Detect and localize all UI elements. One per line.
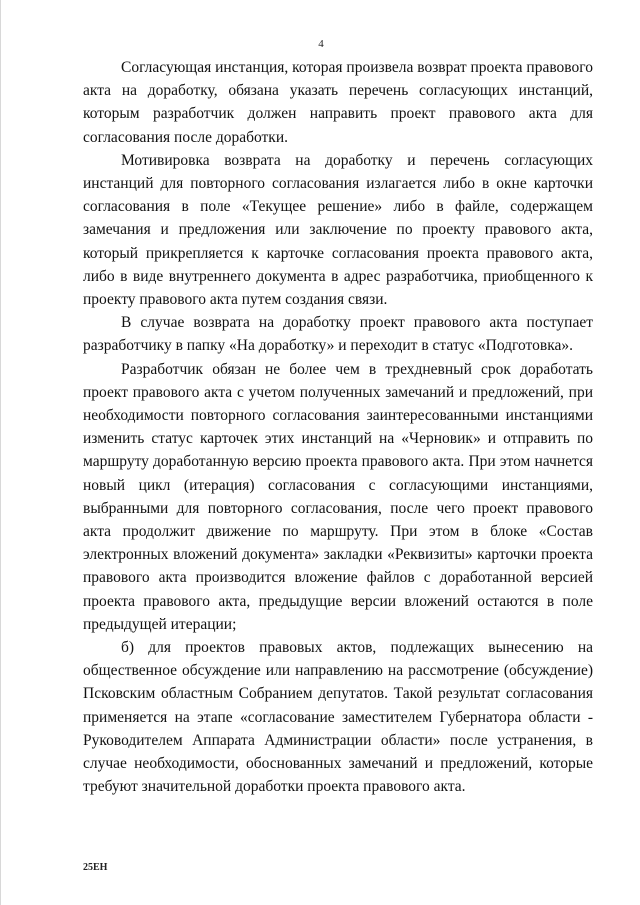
page-number: 4	[318, 38, 324, 50]
paragraph-return-motivation: Мотивировка возврата на доработку и перечень согласующих инстанций для повторного согласования излагается либо в окне карточки согласования в поле «Текущее решение» либо в файле, содержащем замечания и предложения или заключение по проекту правового акта, который прикрепляется к карточке согласования проекта правового акта, либо в виде внутреннего документа в адрес разработчика, приобщенного к проекту правового акта путем создания связи.	[83, 151, 593, 309]
paragraph-return-status: В случае возврата на доработку проект правового акта поступает разработчику в папку «На доработку» и переходит в статус «Подготовка».	[83, 314, 593, 355]
document-body	[83, 56, 593, 799]
paragraph-developer-obligation: Разработчик обязан не более чем в трехдневный срок доработать проект правового акта с учетом полученных замечаний и предложений, при необходимости повторного согласования заинтересованными инстанциями изменить статус карточек этих инстанций на «Черновик» и отправить по маршруту доработанную версию проекта правового акта. При этом начнется новый цикл (итерация) согласования с согласующими инстанциями, выбранными для повторного согласования, после чего проект правового акта продолжит движение по маршруту. При этом в блоке «Состав электронных вложений документа» закладки «Реквизиты» карточки проекта правового акта производится вложение файлов с доработанной версией проекта правового акта, предыдущие версии вложений остаются в поле предыдущей итерации;	[83, 360, 593, 633]
paragraph-return-instance: Согласующая инстанция, которая произвела возврат проекта правового акта на доработку, обязана указать перечень согласующих инстанций, которым разработчик должен направить проект правового акта для согласования после доработки.	[83, 59, 593, 146]
footer-code: 25ЕН	[83, 862, 108, 873]
paragraph-item-b: б) для проектов правовых актов, подлежащих вынесению на общественное обсуждение или направлению на рассмотрение (обсуждение) Псковским областным Собранием депутатов. Такой результат согласования применяется на этапе «согласование заместителем Губернатора области - Руководителем Аппарата Администрации области» после устранения, в случае необходимости, обоснованных замечаний и предложений, которые требуют значительной доработки проекта правового акта.	[83, 639, 593, 796]
